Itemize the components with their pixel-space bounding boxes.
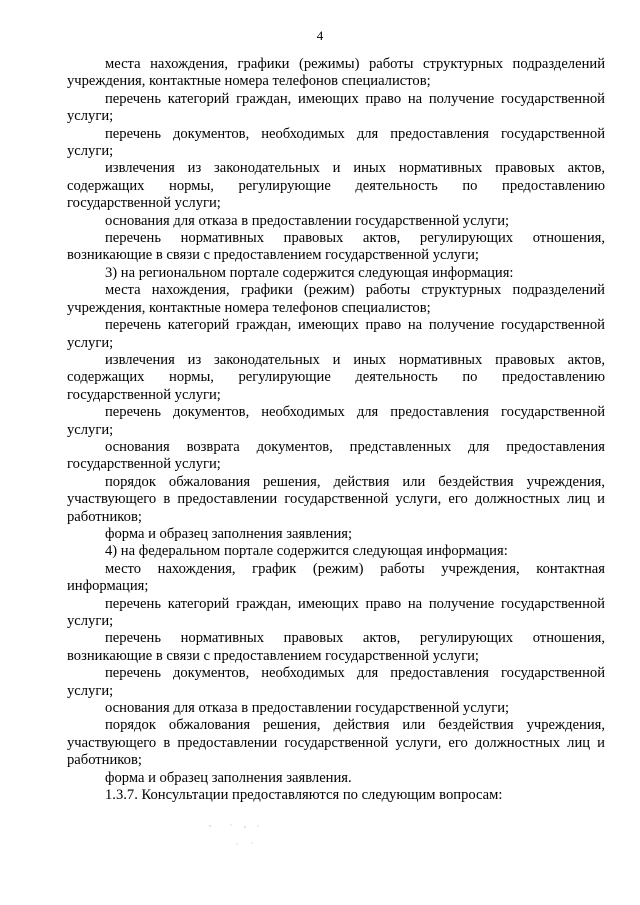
paragraph: основания для отказа в предоставлении государственной услуги;	[105, 212, 510, 229]
paragraph: перечень категорий граждан, имеющих право на получение государственной услуги;	[67, 595, 605, 629]
paragraph: форма и образец заполнения заявления.	[105, 769, 352, 786]
page-number: 4	[316, 28, 324, 43]
paragraph: места нахождения, графики (режимы) работы структурных подразделений учреждения, контактные номера телефонов специалистов;	[67, 56, 605, 90]
paragraph: основания возврата документов, представленных для предоставления государственной услуги;	[67, 438, 605, 473]
paragraph: перечень нормативных правовых актов, регулирующих отношения, возникающие в связи с предоставлением государственной услуги;	[67, 630, 605, 664]
paragraph: основания для отказа в предоставлении государственной услуги;	[105, 700, 510, 717]
paragraph: извлечения из законодательных и иных нормативных правовых актов, содержащих нормы, регулирующие деятельность по предоставлению государственной услуги;	[67, 160, 605, 212]
paragraph: перечень документов, необходимых для предоставления государственной услуги;	[67, 665, 605, 699]
paragraph: извлечения из законодательных и иных нормативных правовых актов, содержащих нормы, регулирующие деятельность по предоставлению государственной услуги;	[67, 351, 605, 403]
paragraph: форма и образец заполнения заявления;	[105, 525, 353, 542]
paragraph: перечень документов, необходимых для предоставления государственной услуги;	[67, 125, 605, 160]
paragraph: место нахождения, график (режим) работы учреждения, контактная информация;	[67, 560, 605, 595]
paragraph: 4) на федеральном портале содержится следующая информация:	[105, 543, 508, 560]
scan-artifact	[200, 822, 280, 852]
paragraph: перечень категорий граждан, имеющих право на получение государственной услуги;	[67, 317, 605, 351]
paragraph: порядок обжалования решения, действия или бездействия учреждения, участвующего в предоставлении государственной услуги, его должностных лиц и работников;	[67, 717, 605, 769]
paragraph: 1.3.7. Консультации предоставляются по следующим вопросам:	[105, 787, 503, 804]
paragraph: порядок обжалования решения, действия или бездействия учреждения, участвующего в предоставлении государственной услуги, его должностных лиц и работников;	[67, 473, 605, 525]
paragraph: перечень документов, необходимых для предоставления государственной услуги;	[67, 404, 605, 438]
paragraph: перечень нормативных правовых актов, регулирующих отношения, возникающие в связи с предоставлением государственной услуги;	[67, 230, 605, 264]
document-body	[67, 56, 605, 804]
paragraph: 3) на региональном портале содержится следующая информация:	[105, 264, 514, 281]
paragraph: места нахождения, графики (режим) работы структурных подразделений учреждения, контактные номера телефонов специалистов;	[67, 282, 605, 316]
paragraph: перечень категорий граждан, имеющих право на получение государственной услуги;	[67, 90, 605, 125]
